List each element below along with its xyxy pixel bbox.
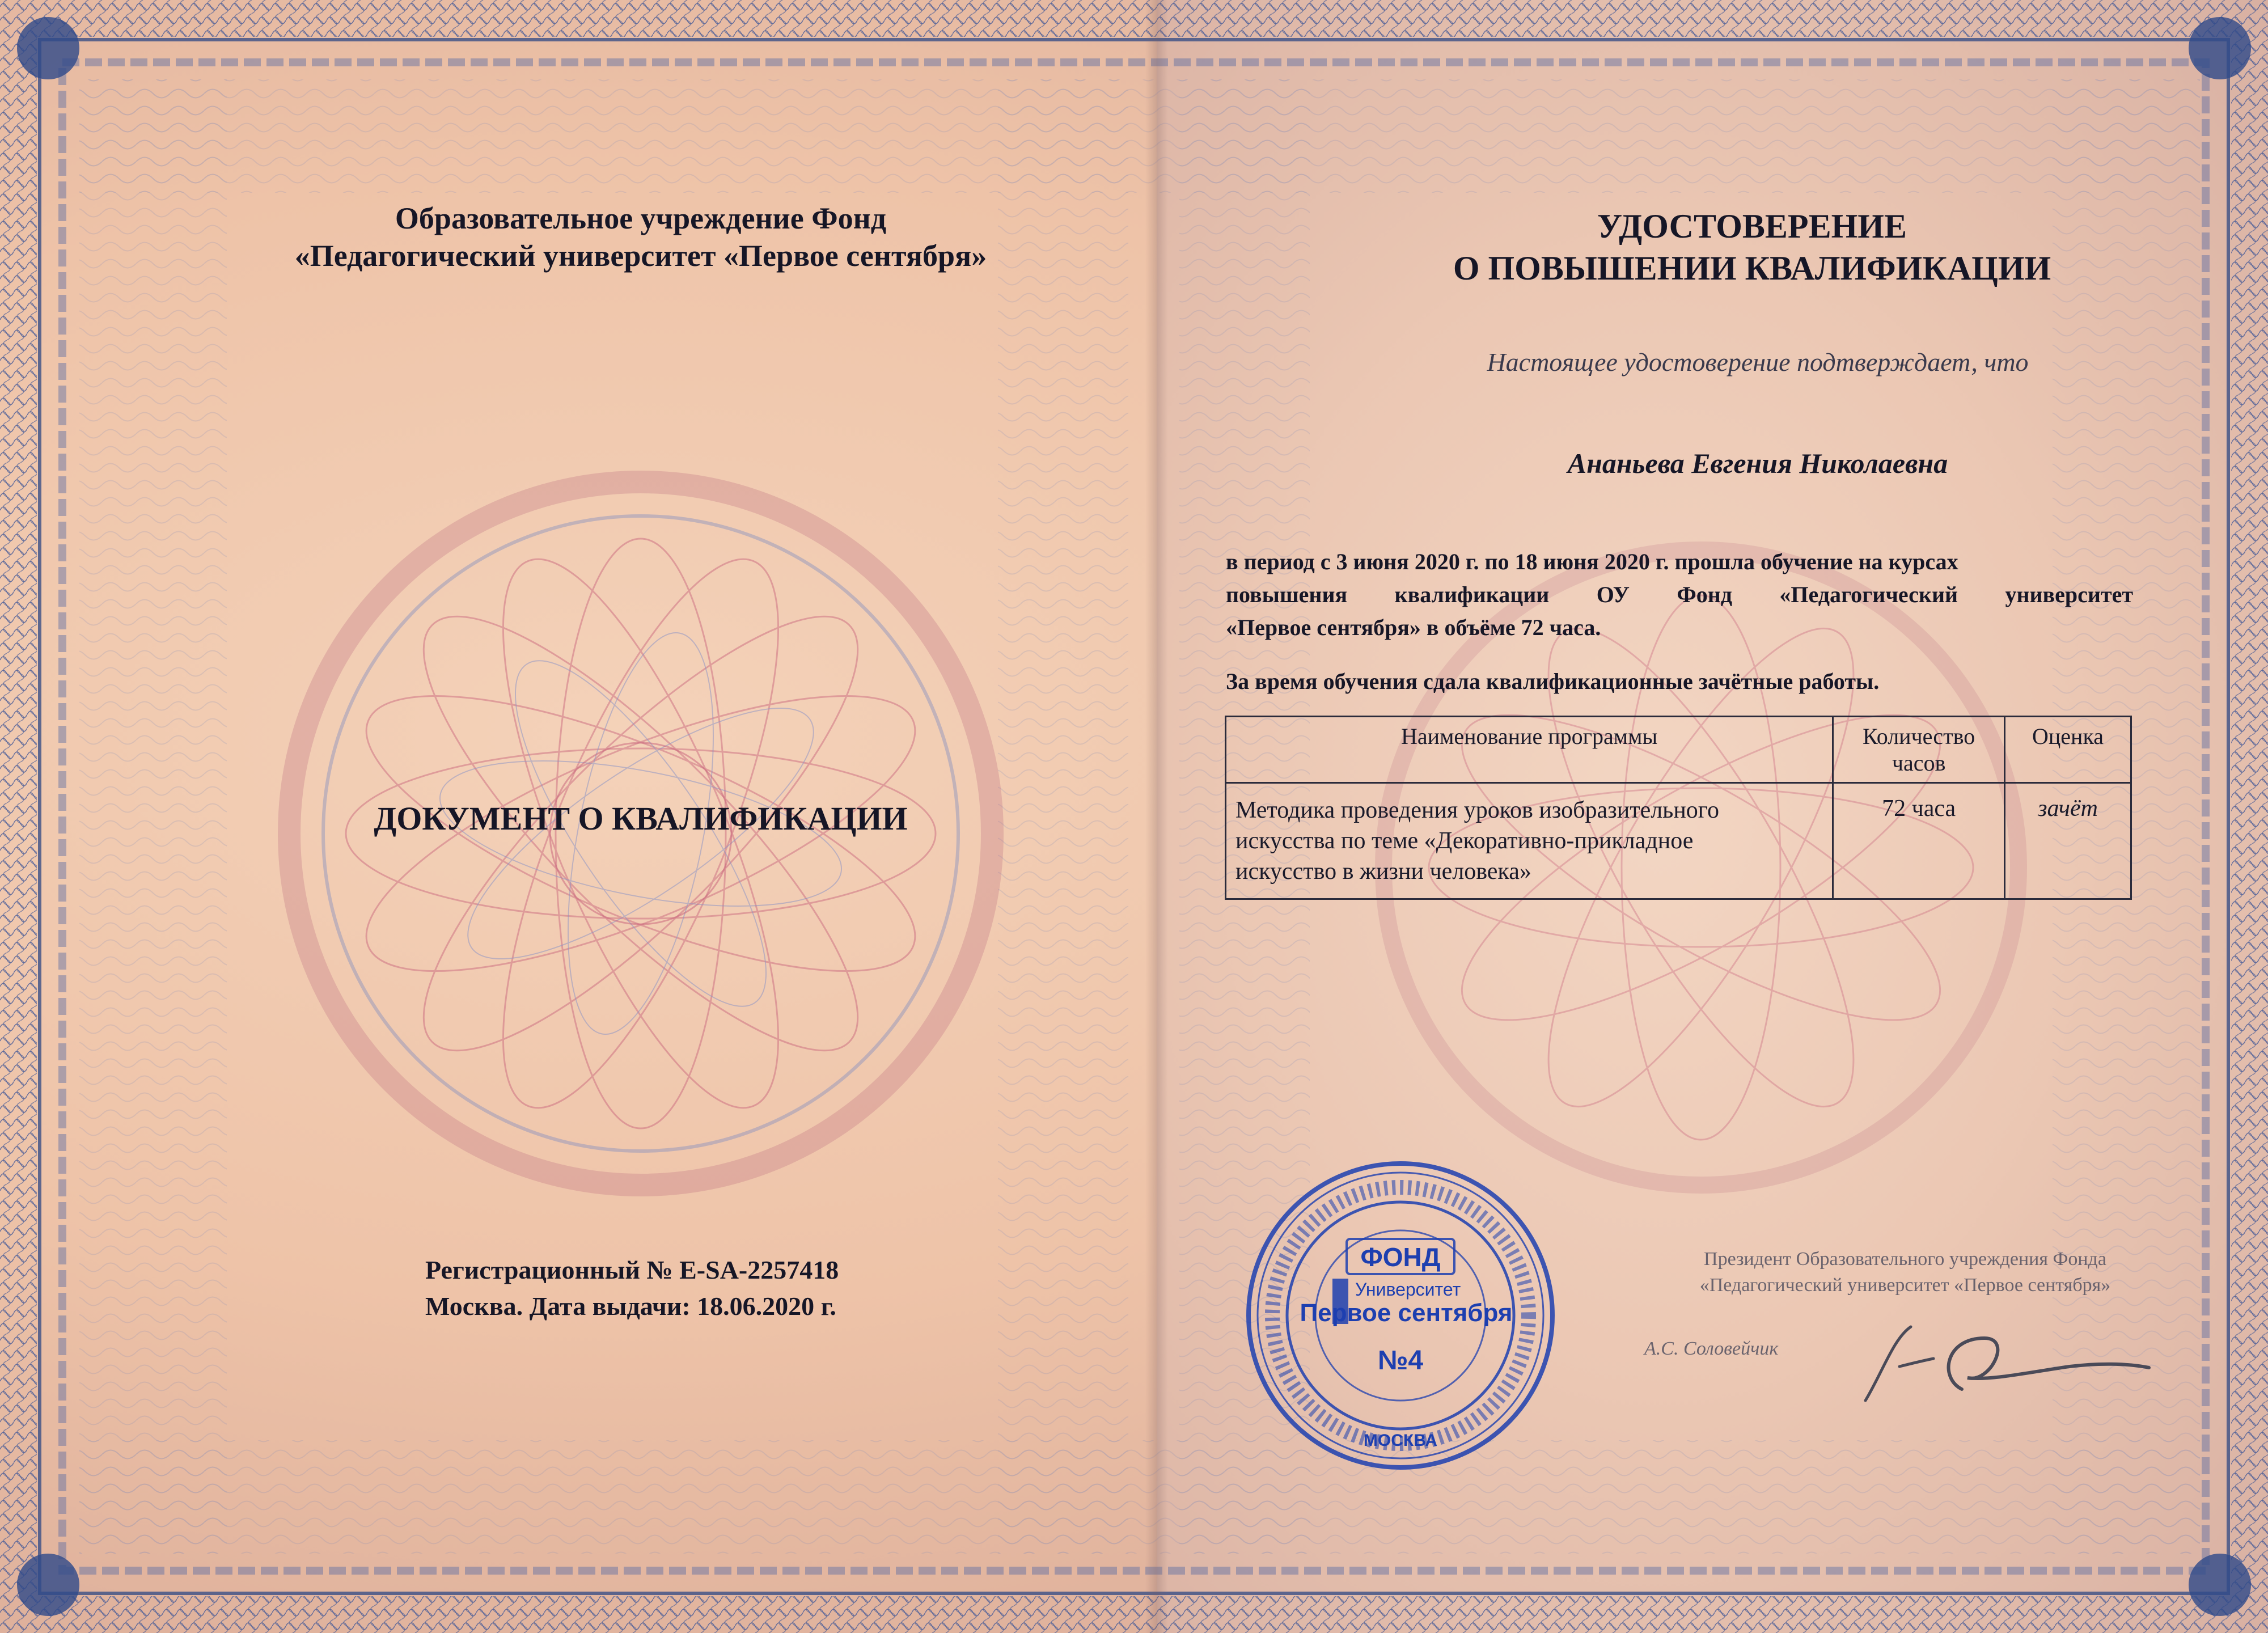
recipient-name: Ананьева Евгения Николаевна	[1567, 447, 1948, 479]
certificate-title	[1327, 205, 2177, 289]
course-description	[1226, 545, 2133, 644]
page-fold	[1145, 0, 1168, 1633]
header-hours	[1833, 717, 2005, 783]
header-program: Наименование программы	[1226, 717, 1833, 783]
issue-date: Москва. Дата выдачи: 18.06.2020 г.	[425, 1292, 836, 1321]
table-row	[1226, 783, 2131, 899]
stamp-university: Университет	[1355, 1279, 1461, 1300]
cell-grade: зачёт	[2005, 783, 2131, 899]
cell-hours: 72 часа	[1833, 783, 2005, 899]
stamp-number: №4	[1377, 1346, 1424, 1376]
grades-table	[1225, 716, 2132, 900]
document-title: ДОКУМЕНТ О КВАЛИФИКАЦИИ	[374, 800, 908, 837]
registration-number: Регистрационный № E-SA-2257418	[425, 1255, 839, 1284]
course-description-line-3: «Первое сентября» в объёме 72 часа.	[1226, 615, 1601, 640]
institution-line-2: «Педагогический университет «Первое сентября»	[294, 239, 987, 273]
certificate-title-line-1: УДОСТОВЕРЕНИЕ	[1597, 208, 1907, 245]
grades-table-header	[1226, 717, 2131, 783]
program-line-3: искусство в жизни человека»	[1235, 858, 1531, 885]
registration-block	[425, 1252, 1106, 1325]
course-description-line-2: повышения квалификации ОУ Фонд «Педагогический университет	[1226, 582, 2133, 607]
stamp-city: МОСКВА	[1363, 1431, 1438, 1450]
course-description-line-1: в период с 3 июня 2020 г. по 18 июня 2020 г. прошла обучение на курсах	[1226, 549, 1958, 574]
signatory-title-line-1: Президент Образовательного учреждения Фонда	[1704, 1249, 2106, 1270]
header-hours-line-2: часов	[1892, 750, 1946, 776]
confirm-text: Настоящее удостоверение подтверждает, что	[1487, 348, 2029, 376]
header-grade: Оценка	[2005, 717, 2131, 783]
institution-name	[170, 200, 1111, 274]
institution-line-1: Образовательное учреждение Фонд	[395, 201, 887, 235]
stamp-fond: ФОНД	[1360, 1242, 1441, 1272]
official-stamp	[1242, 1157, 1559, 1474]
signatory-title-line-2: «Педагогический университет «Первое сентября»	[1699, 1275, 2111, 1296]
certificate-title-line-2: О ПОВЫШЕНИИ КВАЛИФИКАЦИИ	[1453, 249, 2051, 287]
program-line-2: искусства по теме «Декоративно-прикладное	[1235, 828, 1694, 854]
signature-icon	[1843, 1304, 2160, 1418]
header-hours-line-1: Количество	[1863, 724, 1975, 749]
program-line-1: Методика проведения уроков изобразительного	[1235, 797, 1719, 823]
signatory-name: А.С. Соловейчик	[1644, 1338, 1779, 1359]
stamp-school-name: Первое сентября	[1300, 1299, 1513, 1327]
signatory-title	[1622, 1246, 2189, 1298]
exams-intro: За время обучения сдала квалификационные зачётные работы.	[1226, 669, 1880, 694]
cell-program	[1226, 783, 1833, 899]
